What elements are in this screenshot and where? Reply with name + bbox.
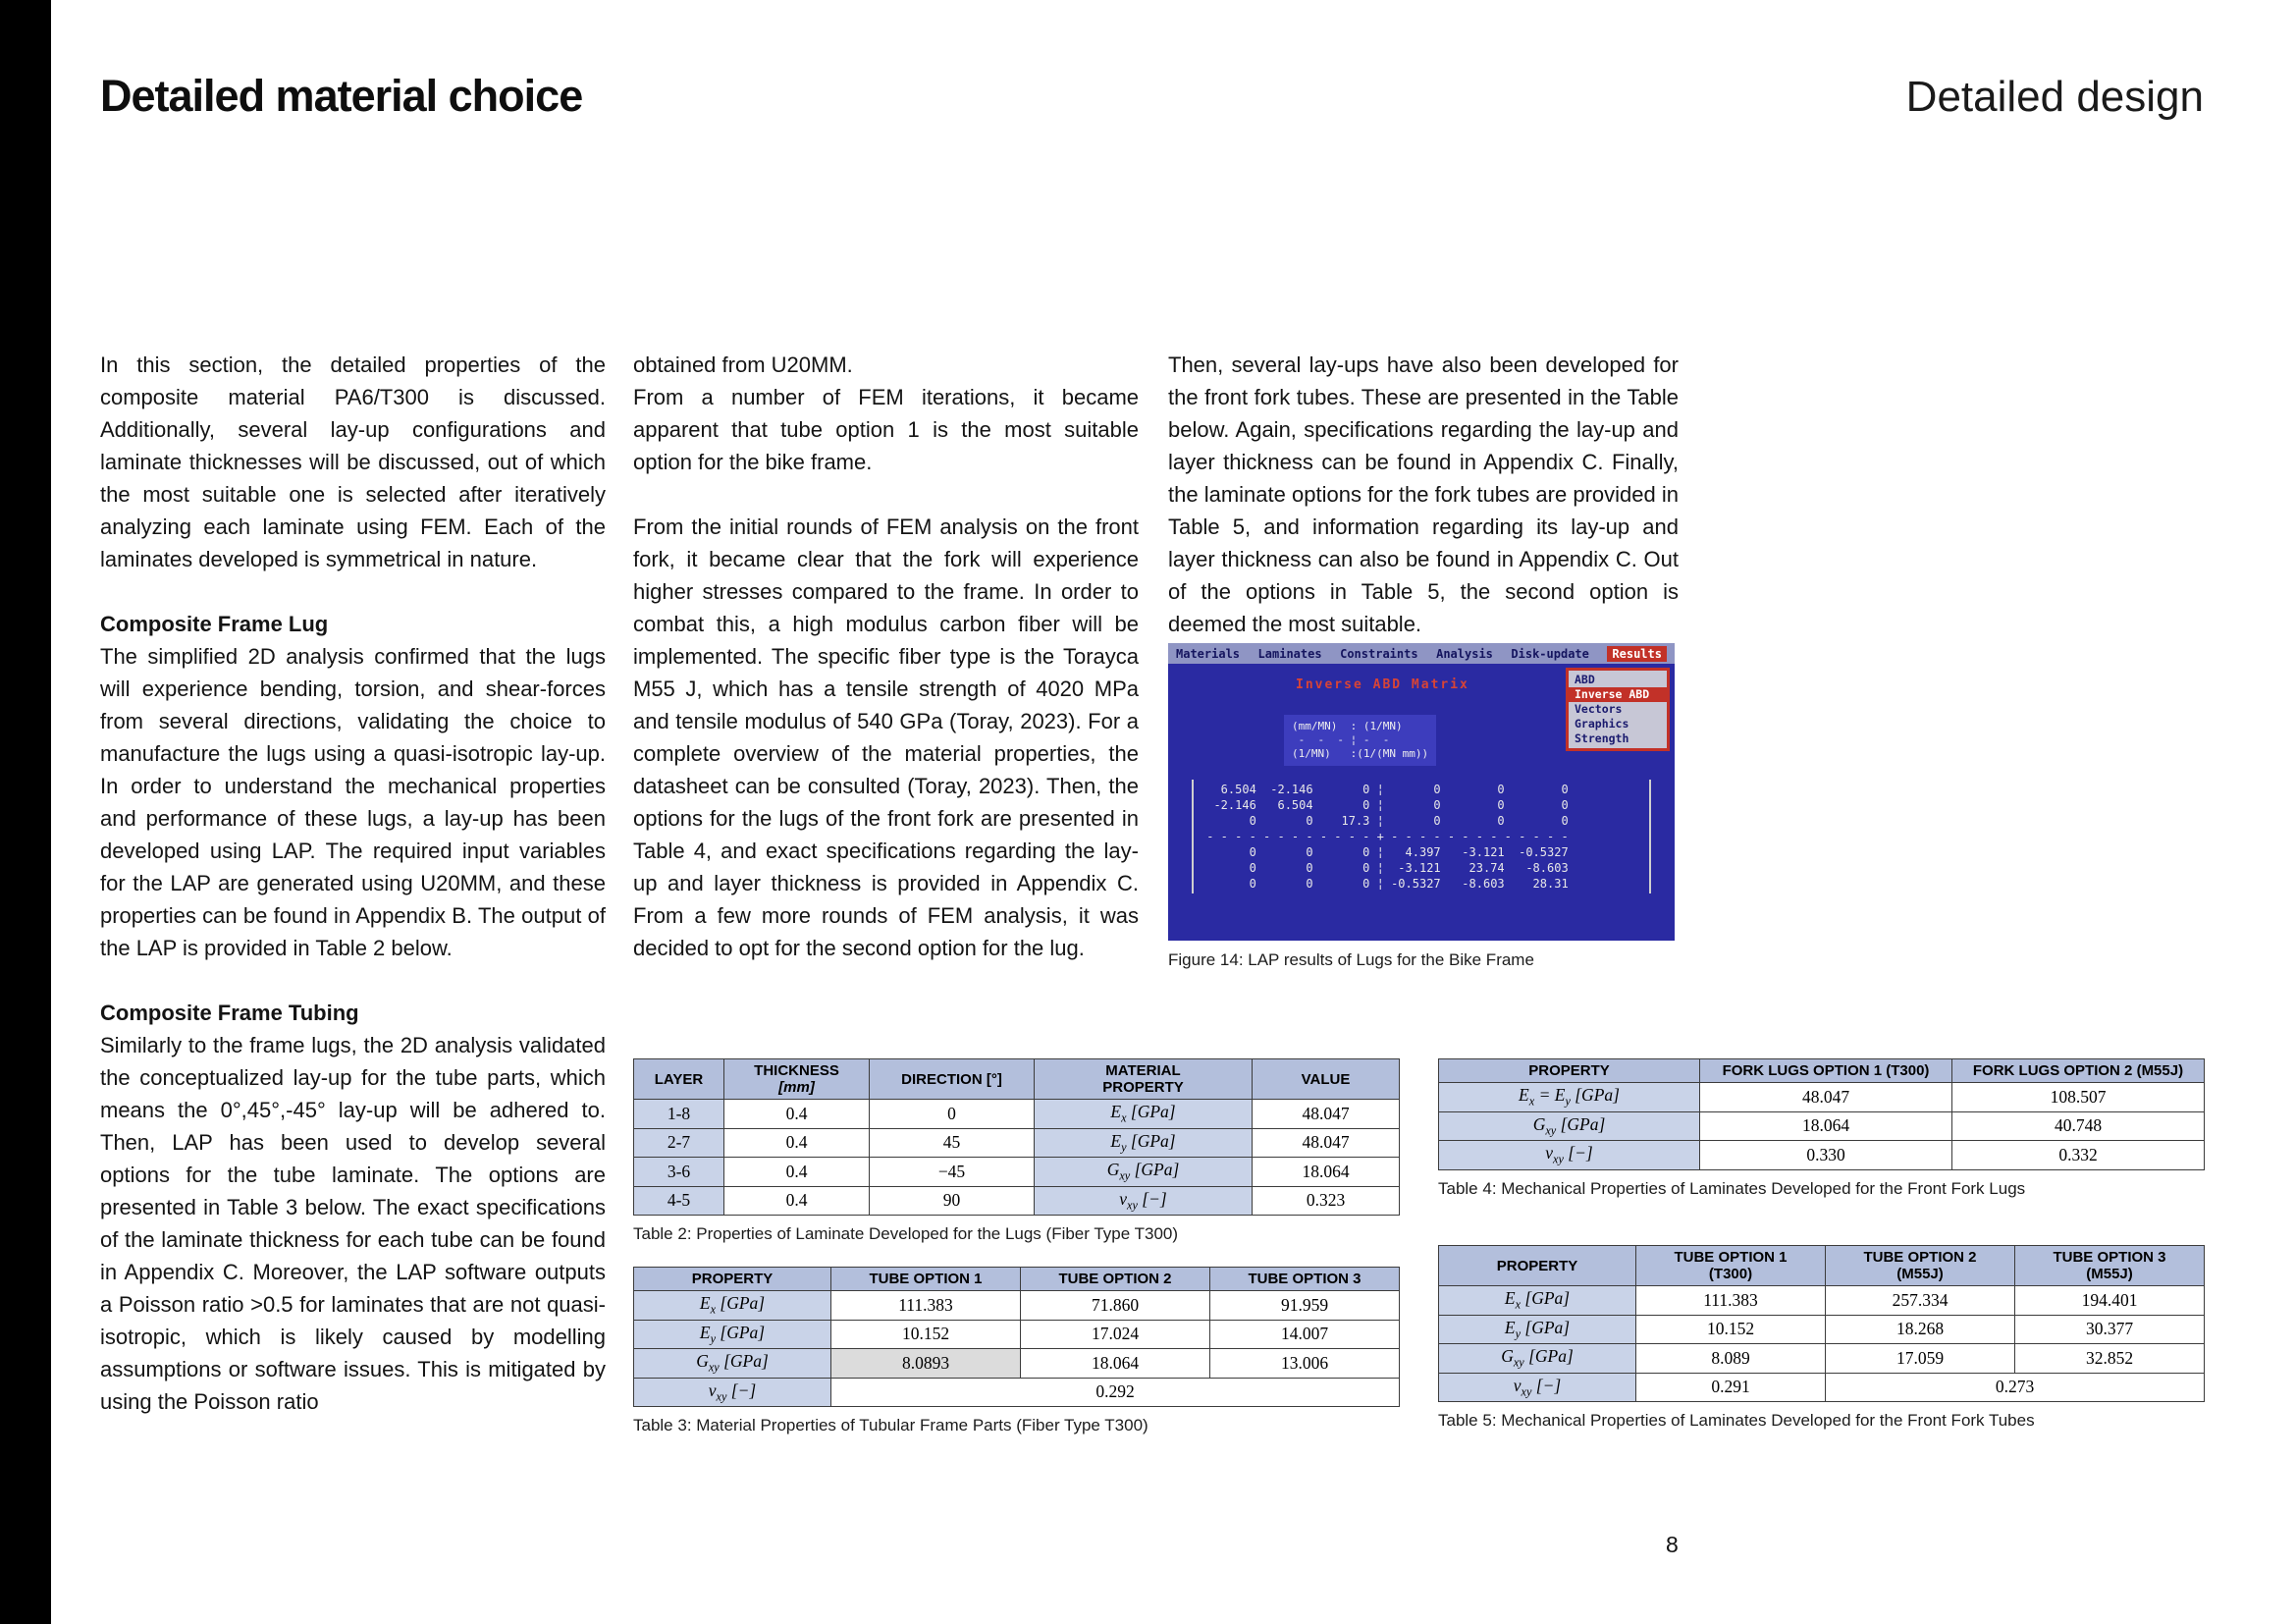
lap-menu-item: Disk-update: [1511, 646, 1589, 661]
table-cell: 17.059: [1826, 1344, 2015, 1374]
table-5-fork-tube-laminates: [1438, 1245, 2204, 1431]
table-cell: 111.383: [831, 1291, 1021, 1321]
lap-matrix-line: 6.504 -2.146 0 ¦ 0 0 0: [1200, 783, 1569, 796]
lap-units-line: (1/MN) :(1/(MN mm)): [1292, 747, 1429, 760]
table-cell: 0.332: [1952, 1141, 2205, 1170]
table-cell: 2-7: [634, 1128, 724, 1158]
lap-menu-item: Results: [1607, 646, 1667, 662]
table-row: [634, 1186, 1400, 1216]
table-row: [634, 1291, 1400, 1321]
table-cell: 91.959: [1210, 1291, 1400, 1321]
table-row: [634, 1378, 1400, 1407]
table-header-cell: FORK LUGS OPTION 2 (M55J): [1952, 1059, 2205, 1083]
data-table: [1438, 1245, 2205, 1402]
data-table: [633, 1267, 1400, 1407]
table-header-cell: PROPERTY: [1439, 1246, 1636, 1286]
lap-units-line: - - - ¦ - -: [1292, 733, 1396, 746]
table-cell: 14.007: [1210, 1320, 1400, 1349]
table-cell: $E_x$ [GPa]: [634, 1291, 831, 1321]
text-column-2: [633, 349, 1139, 997]
table-header-cell: DIRECTION [°]: [870, 1059, 1035, 1100]
table-cell: 3-6: [634, 1158, 724, 1187]
table-2-lug-laminate: [633, 1058, 1399, 1244]
table-cell: 0.273: [1826, 1373, 2205, 1402]
table-cell: 0: [870, 1100, 1035, 1129]
table-cell: 0.330: [1700, 1141, 1952, 1170]
table-row: [634, 1320, 1400, 1349]
table-row: [634, 1100, 1400, 1129]
lap-matrix-line: 0 0 17.3 ¦ 0 0 0: [1200, 814, 1569, 828]
table-header-cell: TUBE OPTION 3: [1210, 1268, 1400, 1291]
table-cell: $G_{xy}$ [GPa]: [634, 1349, 831, 1379]
table-header-cell: VALUE: [1253, 1059, 1400, 1100]
lap-matrix-line: 0 0 0 ¦ 4.397 -3.121 -0.5327: [1200, 845, 1569, 859]
table-cell: $E_y$ [GPa]: [1439, 1315, 1636, 1344]
lap-results-dropdown: [1566, 668, 1670, 751]
table-cell: 45: [870, 1128, 1035, 1158]
lap-matrix-title: Inverse ABD Matrix: [1296, 677, 1469, 692]
paragraph: Then, several lay-ups have also been developed for the front fork tubes. These are presented in the Table below. Again, specifications regarding the lay-up and layer thickness can be found in Appendix C. Finally, the laminate options for the fork tubes are provided in Table 5, and information regarding its lay-up and layer thickness can also be found in Appendix C. Out of the options in Table 5, the second option is deemed the most suitable.: [1168, 352, 1679, 636]
table-cell: $E_x$ [GPa]: [1035, 1100, 1253, 1129]
table-cell: 108.507: [1952, 1083, 2205, 1112]
table-row: [1439, 1286, 2205, 1316]
table-cell: 0.4: [724, 1186, 870, 1216]
table-cell: 0.4: [724, 1100, 870, 1129]
subheading: Composite Frame Lug: [100, 612, 329, 636]
table-cell: 18.064: [1700, 1111, 1952, 1141]
lap-dropdown-item: Inverse ABD: [1569, 687, 1667, 702]
table-cell: 111.383: [1636, 1286, 1826, 1316]
data-table: [633, 1058, 1400, 1216]
table-cell: 40.748: [1952, 1111, 2205, 1141]
lap-menu-item: Materials: [1176, 646, 1241, 661]
table-cell: 18.268: [1826, 1315, 2015, 1344]
lap-menu-item: Analysis: [1436, 646, 1493, 661]
table-header-cell: LAYER: [634, 1059, 724, 1100]
paragraph: The simplified 2D analysis confirmed that the lugs will experience bending, torsion, and shear-forces from several directions, validating the choice to manufacture the lugs using a quasi-isotropic lay-up. In order to understand the mechanical properties and performance of these lugs, a lay-up has been developed using LAP. The required input variables for the LAP are generated using U20MM, and these properties can be found in Appendix B. The output of the LAP is provided in Table 2 below.: [100, 644, 606, 960]
table-cell: 0.4: [724, 1158, 870, 1187]
table-header-cell: THICKNESS [mm]: [724, 1059, 870, 1100]
text-column-3: [1168, 349, 1679, 673]
table-cell: $G_{xy}$ [GPa]: [1035, 1158, 1253, 1187]
table-5-caption: Table 5: Mechanical Properties of Laminates Developed for the Front Fork Tubes: [1438, 1411, 2035, 1430]
lap-dropdown-item: Strength: [1575, 731, 1629, 745]
table-cell: 4-5: [634, 1186, 724, 1216]
paragraph: From the initial rounds of FEM analysis on the front fork, it became clear that the fork will experience higher stresses compared to the frame. In order to combat this, a high modulus carbon fiber will be implemented. The specific fiber type is the Torayca M55 J, which has a tensile strength of 4020 MPa and tensile modulus of 540 GPa (Toray, 2023). For a complete overview of the material properties, the datasheet can be consulted (Toray, 2023). Then, the options for the lugs of the front fork are presented in Table 4, and exact specifications regarding the lay-up and layer thickness is provided in Appendix C. From a few more rounds of FEM analysis, it was decided to opt for the second option for the lug.: [633, 514, 1139, 960]
table-cell: $E_x$ [GPa]: [1439, 1286, 1636, 1316]
table-cell: 17.024: [1021, 1320, 1210, 1349]
table-cell: 10.152: [1636, 1315, 1826, 1344]
table-cell: 30.377: [2015, 1315, 2205, 1344]
table-cell: 10.152: [831, 1320, 1021, 1349]
lap-menu-item: Laminates: [1257, 646, 1322, 661]
lap-dropdown-item: ABD: [1575, 673, 1595, 686]
table-cell: $E_y$ [GPa]: [634, 1320, 831, 1349]
table-header-cell: TUBE OPTION 1: [831, 1268, 1021, 1291]
page-title: Detailed material choice: [100, 71, 583, 121]
table-cell: 71.860: [1021, 1291, 1210, 1321]
lap-units-box: [1284, 715, 1436, 766]
table-cell: 48.047: [1253, 1128, 1400, 1158]
table-4-caption: Table 4: Mechanical Properties of Laminates Developed for the Front Fork Lugs: [1438, 1178, 2026, 1198]
table-2-caption: Table 2: Properties of Laminate Developed for the Lugs (Fiber Type T300): [633, 1224, 1179, 1243]
table-row: [1439, 1373, 2205, 1402]
table-row: [634, 1128, 1400, 1158]
table-cell: −45: [870, 1158, 1035, 1187]
table-cell: 8.089: [1636, 1344, 1826, 1374]
lap-matrix-line: -2.146 6.504 0 ¦ 0 0 0: [1200, 798, 1569, 812]
table-header-cell: TUBE OPTION 1 (T300): [1636, 1246, 1826, 1286]
table-cell: 13.006: [1210, 1349, 1400, 1379]
table-cell: 48.047: [1700, 1083, 1952, 1112]
table-header-cell: PROPERTY: [634, 1268, 831, 1291]
table-cell: 0.4: [724, 1128, 870, 1158]
table-cell: $\nu_{xy}$ [−]: [1439, 1141, 1700, 1170]
table-3-caption: Table 3: Material Properties of Tubular Frame Parts (Fiber Type T300): [633, 1416, 1148, 1435]
figure-caption: Figure 14: LAP results of Lugs for the Bike Frame: [1168, 950, 1534, 969]
table-3-tube-properties: [633, 1267, 1399, 1435]
table-cell: 18.064: [1253, 1158, 1400, 1187]
table-cell: 0.291: [1636, 1373, 1826, 1402]
table-row: [634, 1349, 1400, 1379]
table-cell: 18.064: [1021, 1349, 1210, 1379]
lap-units-line: (mm/MN) : (1/MN): [1292, 720, 1403, 732]
section-title: Detailed design: [1905, 73, 2204, 121]
table-cell: 257.334: [1826, 1286, 2015, 1316]
subheading: Composite Frame Tubing: [100, 1001, 359, 1025]
table-header-cell: TUBE OPTION 2 (M55J): [1826, 1246, 2015, 1286]
page-number: 8: [1666, 1532, 1679, 1557]
table-cell: 8.0893: [831, 1349, 1021, 1379]
lap-software-screenshot: [1168, 643, 1675, 941]
lap-matrix-line: - - - - - - - - - - - - + - - - - - - - - - - - - -: [1200, 830, 1569, 843]
table-cell: 32.852: [2015, 1344, 2205, 1374]
text-column-1: [100, 349, 606, 1450]
paragraph: Similarly to the frame lugs, the 2D analysis validated the conceptualized lay-up for the tube parts, which means the 0°,45°,-45° lay-up will be adhered to. Then, LAP has been used to develop several options for the tube laminate. The options are presented in Table 3 below. The exact specifications of the laminate thickness for each tube can be found in Appendix C. Moreover, the LAP software outputs a Poisson ratio >0.5 for laminates that are not quasi-isotropic, which is likely caused by modelling assumptions or software issues. This is mitigated by using the Poisson ratio: [100, 1033, 606, 1414]
lap-matrix-line: 0 0 0 ¦ -3.121 23.74 -8.603: [1200, 861, 1569, 875]
paragraph: In this section, the detailed properties of the composite material PA6/T300 is discussed. Additionally, several lay-up configurations and laminate thicknesses will be discussed, out of which the most suitable one is selected after iteratively analyzing each laminate using FEM. Each of the laminates developed is symmetrical in nature.: [100, 352, 606, 571]
table-4-fork-lug-laminates: [1438, 1058, 2204, 1199]
lap-matrix-line: 0 0 0 ¦ -0.5327 -8.603 28.31: [1200, 877, 1569, 891]
table-header-cell: MATERIAL PROPERTY: [1035, 1059, 1253, 1100]
table-cell: 1-8: [634, 1100, 724, 1129]
table-header-cell: TUBE OPTION 2: [1021, 1268, 1210, 1291]
table-header-cell: PROPERTY: [1439, 1059, 1700, 1083]
table-cell: $E_x = E_y$ [GPa]: [1439, 1083, 1700, 1112]
table-cell: 0.292: [831, 1378, 1400, 1407]
table-header-cell: FORK LUGS OPTION 1 (T300): [1700, 1059, 1952, 1083]
table-row: [634, 1158, 1400, 1187]
table-cell: 90: [870, 1186, 1035, 1216]
table-cell: $\nu_{xy}$ [−]: [1035, 1186, 1253, 1216]
paragraph: From a number of FEM iterations, it became apparent that tube option 1 is the most suitable option for the bike frame.: [633, 385, 1139, 474]
lap-matrix-values: [1192, 780, 1651, 893]
table-row: [1439, 1344, 2205, 1374]
table-cell: $E_y$ [GPa]: [1035, 1128, 1253, 1158]
table-cell: 48.047: [1253, 1100, 1400, 1129]
lap-dropdown-item: Graphics: [1575, 717, 1629, 731]
lap-dropdown-item: Vectors: [1575, 702, 1623, 716]
table-cell: 0.323: [1253, 1186, 1400, 1216]
data-table: [1438, 1058, 2205, 1170]
lap-menubar: [1168, 643, 1675, 664]
table-row: [1439, 1111, 2205, 1141]
table-header-cell: TUBE OPTION 3 (M55J): [2015, 1246, 2205, 1286]
table-cell: $G_{xy}$ [GPa]: [1439, 1111, 1700, 1141]
table-row: [1439, 1083, 2205, 1112]
table-cell: 194.401: [2015, 1286, 2205, 1316]
paragraph: obtained from U20MM.: [633, 352, 853, 377]
table-cell: $G_{xy}$ [GPa]: [1439, 1344, 1636, 1374]
table-row: [1439, 1141, 2205, 1170]
left-margin-bar: [0, 0, 51, 1624]
lap-menu-item: Constraints: [1340, 646, 1418, 661]
table-cell: $\nu_{xy}$ [−]: [634, 1378, 831, 1407]
table-row: [1439, 1315, 2205, 1344]
table-cell: $\nu_{xy}$ [−]: [1439, 1373, 1636, 1402]
